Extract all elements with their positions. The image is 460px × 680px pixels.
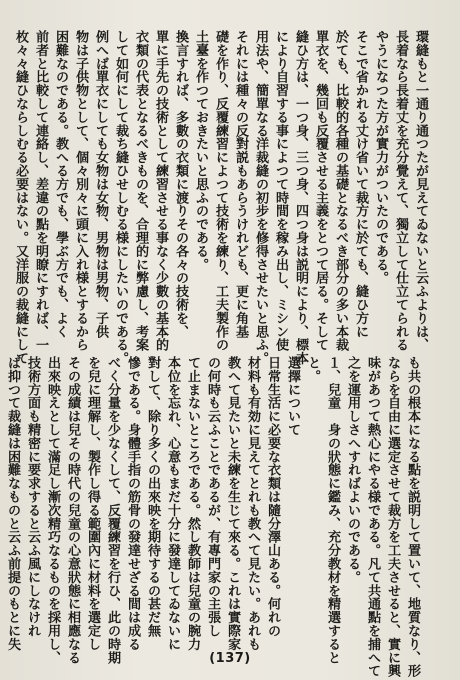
text-column: それには種々の反對説もあらうけれども、更に角基 — [233, 30, 248, 339]
text-column: 對して、除り多くの出來映を期待するの甚だ無 — [145, 356, 160, 638]
text-column: 慘である。身體手指の筋骨の發達せざる間は成る — [125, 356, 140, 651]
text-column: 出來映えとして滿足し漸次精巧なるものを採用し、 — [45, 356, 60, 665]
text-column: 土臺を作つておきたいと思ふのである。 — [193, 30, 208, 272]
text-column: 日常生活に必要な衣類は隨分澤山ある。何れの — [265, 356, 280, 638]
text-column: 用法や、簡單なる洋裁縫の初步を修得させたいと思ふ。 — [253, 30, 268, 365]
text-column: て止まないところである。然し教師は兒童の腕力 — [185, 356, 200, 651]
text-column: 礎を作り、反覆練習によつて技術を練り、工夫製作の — [213, 30, 228, 352]
text-column: 於ても、比較的各種の基礎となるべき部分の多い本裁 — [333, 30, 348, 352]
text-column: ならを自由に選定させて裁方を工夫させると、實に興 — [385, 356, 400, 678]
text-column: 前者と比較して連絡し、差違の點を明瞭にすれば、一 — [33, 30, 48, 352]
text-column: 技術方面も精密に要求すると云ふ風にしなけれ — [25, 356, 40, 638]
text-column: 教へて見たいと未練を生じて來る。これは實際家 — [225, 356, 240, 651]
text-column: して如何にして裁ち縫ひせしむる様にしたいのである。 — [113, 30, 128, 365]
text-column: 困難なのである。教へる方でも、學ぶ方でも、よく — [53, 30, 68, 339]
text-column: の何時も云ふことであるが、有專門家の主張し — [205, 356, 220, 638]
text-column: を兒に理解し、製作し得る範圍內に材料を選定し — [85, 356, 100, 651]
text-column: 單衣を、幾回も反覆させる主義をとつて居る。そして — [313, 30, 328, 352]
text-column: 例へば單衣にしても女物は女物、男物は男物、子供 — [93, 30, 108, 339]
text-column: 材料も有効に見えてとれも教へて見たい。あれも — [245, 356, 260, 651]
text-column: １、兒童 身の狀態に鑑み、充分教材を精選すると — [325, 356, 340, 665]
text-column: 物は子供物として、個々別々に頭に入れ様とするから — [73, 30, 88, 352]
text-column: 長着なら長着丈を充分覺えて、獨立して仕立てられる — [393, 30, 408, 352]
text-column: により自習する事によつて時間を稼み出し、ミシン使 — [273, 30, 288, 352]
text-column: 枚々々縫ひならしむる必要はない。又洋服の裁縫にして — [13, 30, 28, 365]
text-column: やうになつた方が實力がついたのである。 — [373, 30, 388, 285]
text-column: 縫ひ方は、一つ身、三つ身、四つ身は説明により、標本 — [293, 30, 308, 365]
text-column: べく分量を少なくして、反覆練習を行ひ、此の時期 — [105, 356, 120, 665]
text-column: 換言すれば、多數の衣類に渡りその各々の技術を、 — [173, 30, 188, 339]
text-column: その成績は兒その時代の兒童の心意狀態に相應なる — [65, 356, 80, 665]
text-column: 衣類の代表となるべきものを、合理的に弊慮し、考案 — [133, 30, 148, 352]
text-column: も共の根本になる點を説明して置いて、地質なり、形 — [405, 356, 420, 678]
text-column: と。 — [305, 356, 320, 383]
text-column: そこで省かれる丈け省いて裁方に於ても、縫ひ方に — [353, 30, 368, 339]
upper-text-block — [10, 30, 430, 365]
text-column: ば抑つて裁縫は困難なものと云ふ前提のもとに失 — [5, 356, 20, 651]
text-column: 本位を忘れ、心意もまだ十分に發達してゐないに — [165, 356, 180, 651]
text-column: 味があつて熱心にやる様である。凡て共通點を捕へて — [365, 356, 380, 678]
text-column: 之を運用しさへすればよいのである。 — [345, 356, 360, 584]
page-number: (137) — [209, 651, 251, 666]
text-column: 選擇について — [285, 356, 300, 437]
text-column: 環縫もと一通り通つたが見えてゐないと云ふよりは、 — [413, 30, 428, 352]
text-column: 單に手先の技術として練習させる事なく少數の基本的 — [153, 30, 168, 352]
